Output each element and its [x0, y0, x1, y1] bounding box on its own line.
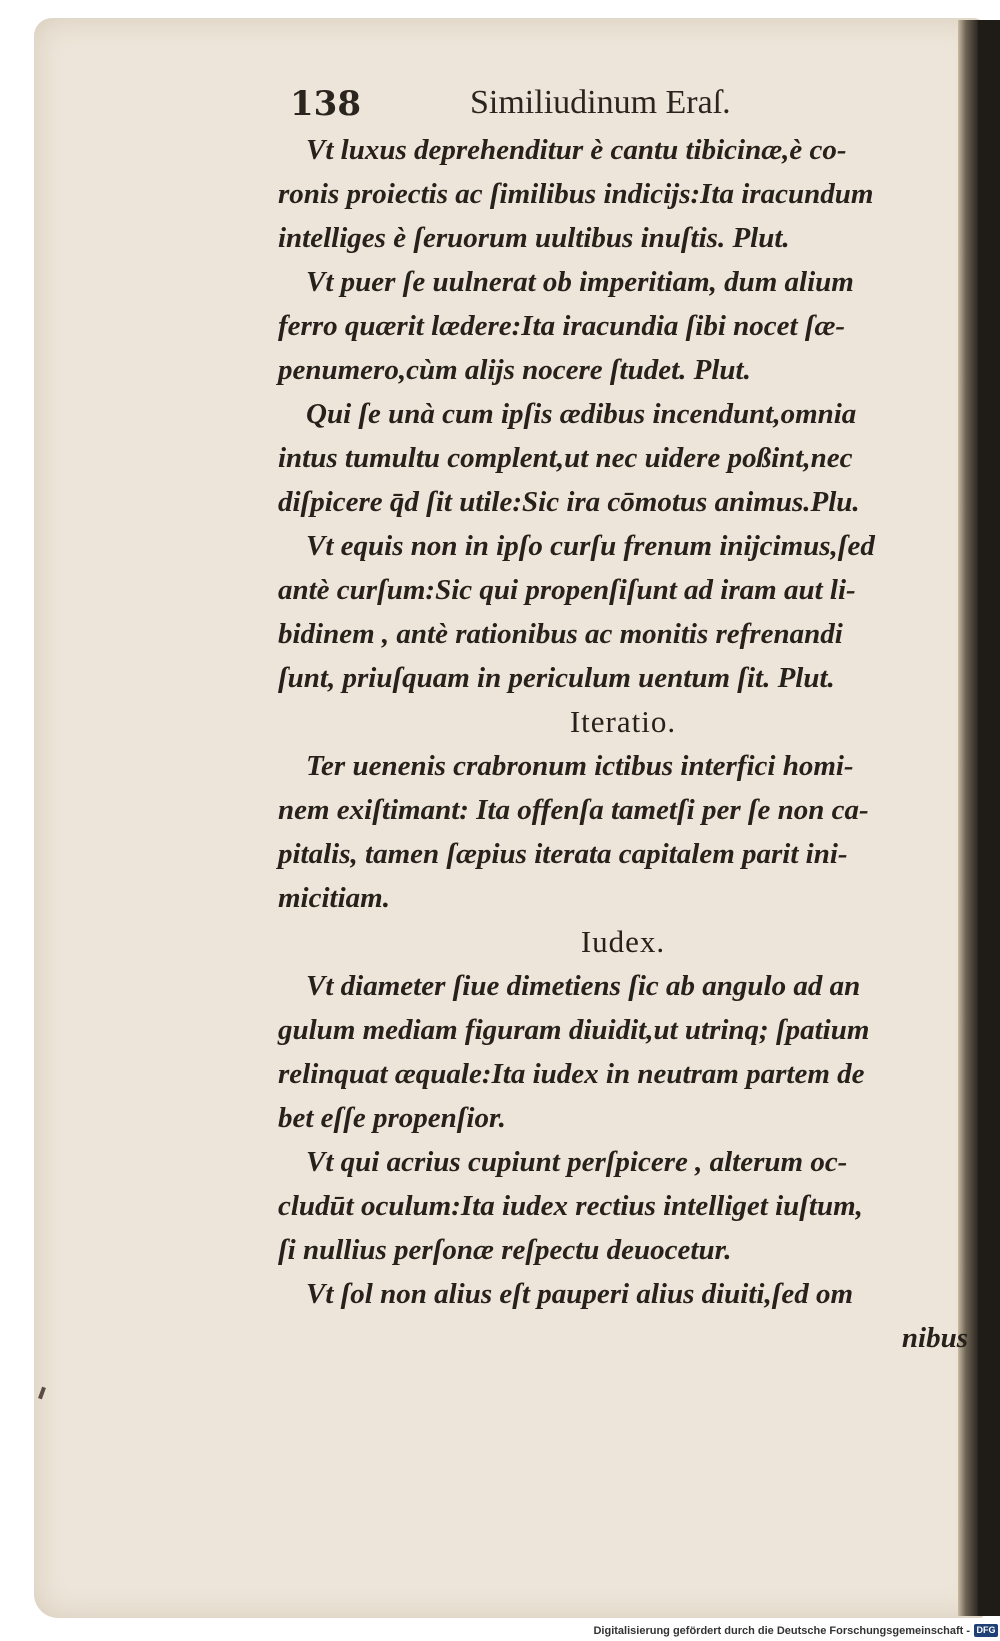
text-line: Vt ſol non alius eſt pauperi alius diuiti,ſed om — [306, 1278, 854, 1310]
text-line: gulum mediam figuram diuidit,ut utrinq; ſpatium — [278, 1014, 870, 1046]
text-line: Vt puer ſe uulnerat ob imperitiam, dum alium — [306, 266, 854, 298]
text-line: diſpicere q̄d ſit utile:Sic ira cōmotus animus.Plu. — [278, 486, 860, 518]
text-line: Vt diameter ſiue dimetiens ſic ab angulo ad an — [306, 970, 861, 1002]
text-line: ronis proiectis ac ſimilibus indicijs:Ita iracundum — [278, 178, 874, 210]
paragraph — [278, 964, 968, 1140]
running-head — [290, 84, 810, 128]
running-title: Similiudinum Eraſ. — [470, 84, 731, 121]
text-line: micitiam. — [278, 882, 390, 914]
page-text — [278, 128, 968, 1360]
text-line: Vt luxus deprehenditur è cantu tibicinæ,è co- — [306, 134, 847, 166]
text-line: bidinem , antè rationibus ac monitis refrenandi — [278, 618, 843, 650]
digitization-footer — [0, 1622, 1000, 1641]
paragraph — [278, 392, 968, 524]
dfg-logo: DFG — [974, 1624, 998, 1637]
text-line: bet eſſe propenſior. — [278, 1102, 506, 1134]
text-line: cludūt oculum:Ita iudex rectius intelliget iuſtum, — [278, 1190, 863, 1222]
text-line: nem exiſtimant: Ita offenſa tametſi per ſe non ca- — [278, 794, 869, 826]
text-line: Ter uenenis crabronum ictibus interfici homi- — [306, 750, 854, 782]
catchword: nibus — [901, 1322, 968, 1354]
paragraph — [278, 744, 968, 920]
text-line: ſi nullius perſonæ reſpectu deuocetur. — [278, 1234, 732, 1266]
text-line: Qui ſe unà cum ipſis ædibus incendunt,omnia — [306, 398, 857, 430]
text-line: pitalis, tamen ſæpius iterata capitalem parit ini- — [278, 838, 848, 870]
paragraph — [278, 524, 968, 700]
text-line: ſunt, priuſquam in periculum uentum ſit. Plut. — [278, 662, 835, 694]
section-heading-iudex: Iudex. — [580, 924, 666, 959]
page-number: 138 — [290, 84, 361, 124]
paragraph — [278, 1272, 968, 1316]
text-line: penumero,cùm alijs nocere ſtudet. Plut. — [278, 354, 751, 386]
paragraph — [278, 1140, 968, 1272]
paragraph — [278, 128, 968, 260]
text-line: Vt equis non in ipſo curſu frenum inijcimus,ſed — [306, 530, 875, 562]
scan-edge — [978, 20, 1000, 1616]
text-line: Vt qui acrius cupiunt perſpicere , alterum oc- — [306, 1146, 848, 1178]
text-line: antè curſum:Sic qui propenſiſunt ad iram aut li- — [278, 574, 856, 606]
paragraph — [278, 260, 968, 392]
funding-credit: Digitalisierung gefördert durch die Deutsche Forschungsgemeinschaft - — [593, 1625, 970, 1637]
text-line: ferro quærit lædere:Ita iracundia ſibi nocet ſæ- — [278, 310, 846, 342]
text-line: intelliges è ſeruorum uultibus inuſtis. Plut. — [278, 222, 790, 254]
section-heading-iteratio: Iteratio. — [569, 704, 677, 739]
text-line: relinquat æquale:Ita iudex in neutram partem de — [278, 1058, 865, 1090]
text-line: intus tumultu complent,ut nec uidere poßint,nec — [278, 442, 853, 474]
